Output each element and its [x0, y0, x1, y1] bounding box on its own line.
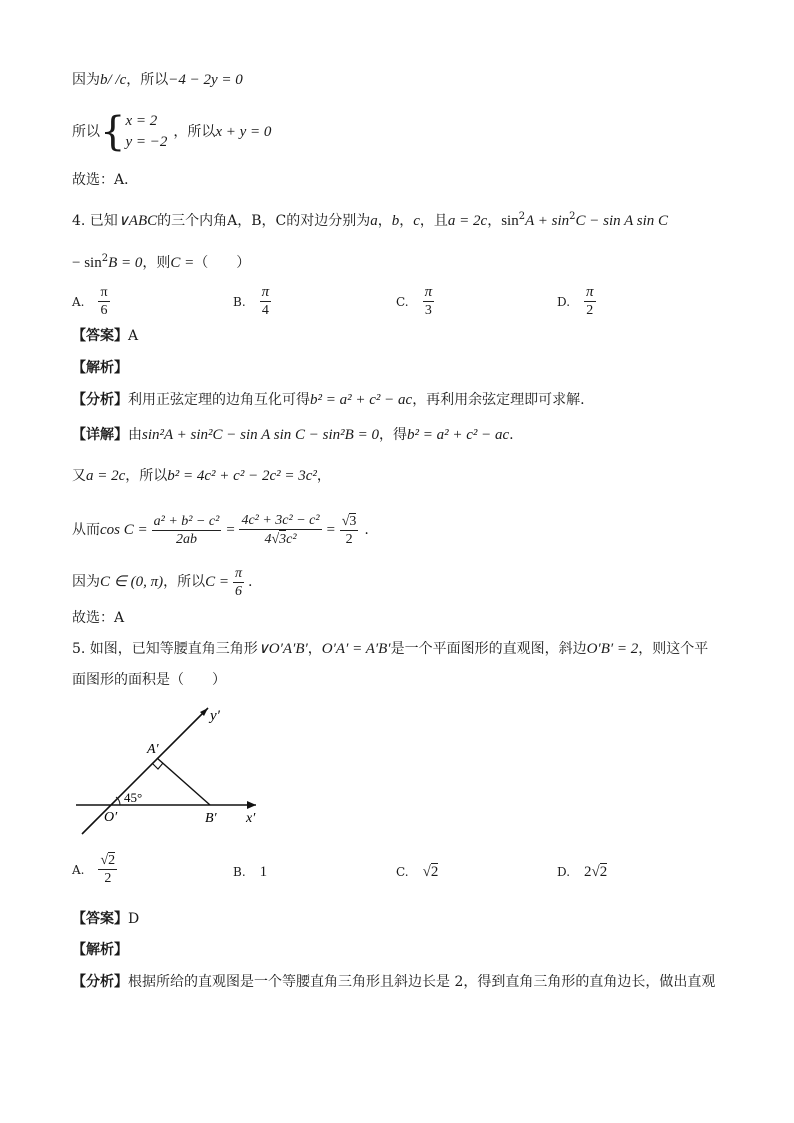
text: 所以: [72, 124, 100, 140]
radicand: 2: [108, 853, 116, 868]
den: 6: [100, 303, 108, 318]
radicand: 2: [599, 864, 608, 880]
triangle: ∨ABC: [117, 213, 158, 229]
text: .: [364, 522, 369, 538]
condition: a = 2c: [447, 213, 488, 229]
sqrt-icon: √: [271, 532, 280, 547]
text: ，: [316, 468, 331, 484]
text: ，得: [378, 427, 407, 443]
den: 4: [261, 303, 269, 318]
q5-stem-2: 面图形的面积是（ ）: [72, 672, 226, 688]
fraction-2: [239, 512, 321, 548]
line-system: [72, 111, 271, 153]
y-axis-line: [82, 708, 208, 834]
q4-option-d: [557, 284, 596, 319]
sqrt-icon: √: [591, 864, 600, 880]
text: ，再利用余弦定理即可求解.: [412, 392, 585, 408]
num: π: [100, 285, 108, 300]
fenxi-tag: 【分析】: [72, 392, 128, 408]
choice-line: 故选：A: [72, 610, 125, 626]
q4-stem-1: [72, 207, 668, 231]
num: π: [424, 284, 433, 300]
q5-fenxi: [72, 972, 715, 992]
text: ，所以: [126, 72, 169, 88]
text: ，所以: [125, 468, 168, 484]
expr: O′B′ = 2: [586, 641, 639, 657]
text: 5. 如图，已知等腰直角三角形: [72, 641, 258, 657]
answer-tag: 【答案】: [72, 328, 128, 344]
system-eq-1: x = 2: [125, 113, 158, 129]
sqrt-icon: √: [422, 864, 431, 880]
q4-answer: [72, 326, 138, 346]
num: π: [234, 565, 242, 581]
num: a² + b² − c²: [153, 513, 220, 529]
option-label: B.: [233, 294, 246, 309]
text: ，则这个平: [638, 641, 709, 657]
equation: a = 2c: [86, 468, 126, 484]
den: 2: [586, 303, 594, 318]
vector-b: b: [100, 72, 108, 88]
expr: − sin: [72, 255, 102, 271]
text: 根据所给的直观图是一个等腰直角三角形且斜边长是 2，得到直角三角形的直角边长，做出直观: [128, 974, 716, 990]
text: 4. 已知: [72, 213, 118, 229]
fraction: [260, 284, 272, 319]
var-c: c: [413, 213, 420, 229]
text: ，: [307, 641, 322, 657]
equation: x + y = 0: [215, 124, 272, 140]
fraction: [233, 565, 244, 600]
q4-yin: [72, 562, 252, 602]
q4-xiangjie: [72, 425, 514, 445]
answer-tag: 【答案】: [72, 911, 128, 927]
fraction-1: [152, 513, 222, 548]
den: 6: [234, 583, 242, 599]
q4-option-c: [396, 284, 434, 319]
fenxi-tag: 【分析】: [72, 974, 128, 990]
option-label: C.: [396, 294, 409, 309]
label-a: A′: [147, 742, 159, 757]
expr: C =: [205, 574, 229, 590]
label-angle: 45°: [124, 790, 143, 805]
q5-option-b: [233, 862, 267, 882]
system-eq-2: y = −2: [125, 134, 168, 150]
text: ，: [377, 213, 392, 229]
equals-sign: =: [225, 522, 236, 538]
analysis-tag: 【解析】: [72, 360, 128, 376]
den-c: c²: [286, 532, 297, 547]
q4-option-a: [72, 284, 110, 319]
q5-figure: [70, 700, 280, 840]
radicand: 3: [349, 513, 357, 529]
answer-value: A: [128, 328, 139, 344]
expr: B = 0: [108, 255, 143, 271]
num: π: [586, 284, 594, 300]
coefficient: 2: [584, 864, 592, 880]
segment-ab: [157, 758, 210, 805]
equation: b² = a² + c² − ac: [310, 392, 413, 408]
sin: sin: [501, 213, 519, 229]
den: 3: [424, 303, 432, 318]
equation: b² = a² + c² − ac: [406, 427, 510, 443]
equals-sign: =: [325, 522, 336, 538]
expr: O′A′ = A′B′: [321, 641, 391, 657]
option-label: C.: [396, 865, 409, 879]
text: ，: [399, 213, 414, 229]
line-parallel: [72, 70, 243, 90]
option-label: D.: [557, 865, 571, 879]
q5-option-c: [396, 862, 438, 882]
parallel-sign: / /: [107, 72, 120, 88]
text: ，且: [419, 213, 448, 229]
q4-you: [72, 466, 331, 486]
text: ，: [487, 213, 502, 229]
q5-option-d: [557, 862, 607, 882]
text: 因为: [72, 72, 100, 88]
exp: 2: [101, 253, 109, 264]
label-x: x′: [246, 811, 256, 826]
fraction: [98, 284, 109, 319]
equation: b² = 4c² + c² − 2c² = 3c²: [167, 468, 317, 484]
text: 利用正弦定理的边角互化可得: [128, 392, 310, 408]
q4-analysis: [72, 358, 128, 378]
sqrt-icon: √: [100, 853, 109, 868]
triangle: ∨O′A′B′: [257, 641, 308, 657]
q4-option-b: [233, 284, 271, 319]
answer-value: D: [128, 911, 140, 927]
text: ，所以: [163, 574, 206, 590]
text: .: [509, 427, 514, 443]
label-b: B′: [205, 811, 217, 826]
q4-fenxi: [72, 390, 585, 410]
var-b: b: [391, 213, 400, 229]
radicand: 2: [430, 864, 439, 880]
option-label: A.: [72, 294, 85, 309]
num: 4c² + 3c² − c²: [241, 513, 320, 528]
vector-c: c: [119, 72, 127, 88]
text: 从而: [72, 522, 100, 538]
q5-analysis: [72, 940, 128, 960]
text: ，则: [142, 255, 171, 271]
x-arrow-icon: [247, 801, 256, 809]
option-label: B.: [233, 865, 246, 879]
text: 是一个平面图形的直观图，斜边: [390, 641, 587, 657]
q5-option-a: [72, 852, 117, 887]
exp: 2: [569, 211, 576, 222]
sqrt-icon: √: [341, 513, 350, 529]
angle-arc: [116, 797, 120, 805]
label-o: O′: [104, 810, 118, 825]
expr: C =: [170, 255, 195, 271]
expr: cos C =: [100, 522, 148, 538]
fraction: [98, 852, 117, 887]
brace-icon: {: [100, 109, 126, 155]
analysis-tag: 【解析】: [72, 942, 128, 958]
den: [262, 530, 298, 548]
fraction-3: [340, 513, 359, 548]
expr: A + sin: [525, 213, 570, 229]
text: 又: [72, 468, 86, 484]
text: 由: [128, 427, 142, 443]
den: 2ab: [175, 531, 197, 547]
option-label: D.: [557, 294, 571, 309]
expr: C ∈ (0, π): [100, 574, 164, 590]
option-label: A.: [72, 862, 85, 877]
den-a: 4: [264, 532, 272, 547]
exp: 2: [518, 211, 526, 222]
q5-stem-1: [72, 639, 708, 659]
blank: （ ）: [194, 255, 251, 271]
text: ，所以: [173, 124, 216, 140]
equation: −4 − 2y = 0: [168, 72, 243, 88]
den: 2: [104, 871, 112, 886]
fraction: [584, 284, 596, 319]
xiangjie-tag: 【详解】: [72, 427, 128, 443]
expr: C − sin A sin C: [575, 213, 669, 229]
q4-stem-2: [72, 249, 250, 273]
text: .: [247, 574, 253, 590]
choice-line: 故选：A．: [72, 172, 139, 188]
var-a: a: [370, 213, 378, 229]
equation: sin²A + sin²C − sin A sin C − sin²B = 0: [142, 427, 379, 443]
right-angle-mark: [152, 763, 163, 769]
q5-answer: [72, 909, 139, 929]
q4-cong: [72, 508, 369, 552]
text: 因为: [72, 574, 100, 590]
system: [125, 111, 167, 153]
option-value: 1: [259, 864, 268, 880]
radicand: 3: [279, 532, 287, 547]
label-y: y′: [210, 708, 220, 724]
num: π: [261, 284, 270, 300]
text: 的三个内角A，B，C的对边分别为: [157, 213, 371, 229]
den: 2: [345, 531, 353, 547]
fraction: [423, 284, 435, 319]
